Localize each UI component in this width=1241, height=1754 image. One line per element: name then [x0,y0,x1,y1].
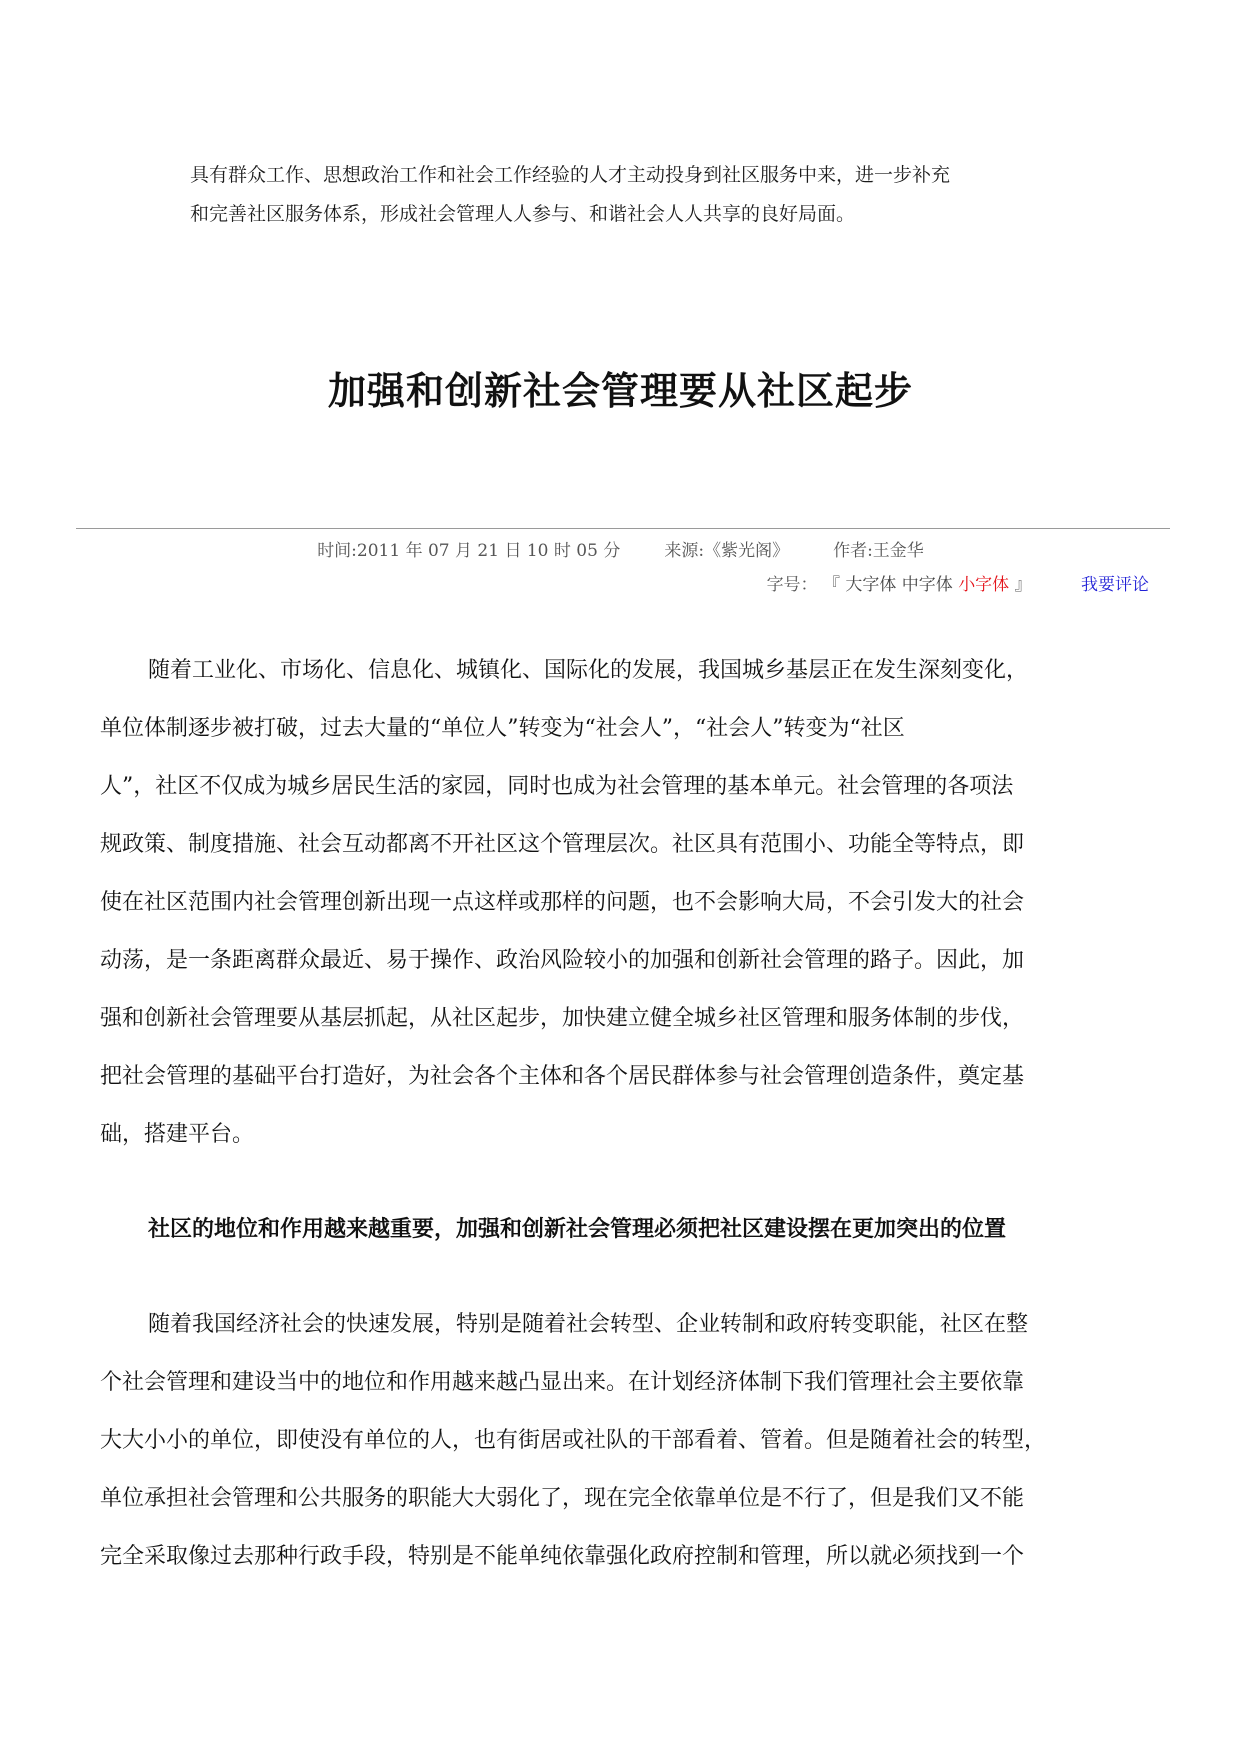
paragraph-line: 强和创新社会管理要从基层抓起，从社区起步，加快建立健全城乡社区管理和服务体制的步伐， [100,1006,1025,1031]
paragraph-line: 人”，社区不仅成为城乡居民生活的家园，同时也成为社会管理的基本单元。社会管理的各项法 [100,774,1014,799]
article-meta [0,536,1241,561]
font-size-label: 字号： [766,575,818,595]
paragraph-line: 大大小小的单位，即使没有单位的人，也有街居或社队的干部看着、管着。但是随着社会的转型， [100,1428,1047,1453]
font-size-close-bracket: 』 [1014,575,1032,595]
font-size-switcher [767,570,1149,595]
paragraph-line: 单位承担社会管理和公共服务的职能大大弱化了，现在完全依靠单位是不行了，但是我们又不能 [100,1486,1025,1511]
paragraph-line: 规政策、制度措施、社会互动都离不开社区这个管理层次。社区具有范围小、功能全等特点，即 [100,832,1025,857]
paragraph-line: 单位体制逐步被打破，过去大量的“单位人”转变为“社会人”，“社会人”转变为“社区 [100,716,905,741]
article-author: 作者:王金华 [833,541,924,561]
comment-link[interactable]: 我要评论 [1081,575,1149,595]
paragraph-line: 随着我国经济社会的快速发展，特别是随着社会转型、企业转制和政府转变职能，社区在整 [148,1312,1029,1337]
article-title: 加强和创新社会管理要从社区起步 [327,368,913,413]
paragraph-line: 把社会管理的基础平台打造好，为社会各个主体和各个居民群体参与社会管理创造条件，奠定基 [100,1064,1025,1089]
paragraph-line: 随着工业化、市场化、信息化、城镇化、国际化的发展，我国城乡基层正在发生深刻变化， [148,658,1029,683]
large-font-link[interactable]: 大字体 [845,575,897,595]
paragraph-1 [100,642,1144,1164]
medium-font-link[interactable]: 中字体 [901,575,953,595]
paragraph-line: 础，搭建平台。 [100,1122,255,1147]
publish-time: 时间:2011 年 07 月 21 日 10 时 05 分 [317,541,621,561]
small-font-link[interactable]: 小字体 [958,575,1010,595]
paragraph-line: 个社会管理和建设当中的地位和作用越来越凸显出来。在计划经济体制下我们管理社会主要依靠 [100,1370,1025,1395]
title-divider [76,528,1170,529]
intro-line: 具有群众工作、思想政治工作和社会工作经验的人才主动投身到社区服务中来，进一步补充 [190,164,951,186]
paragraph-line: 使在社区范围内社会管理创新出现一点这样或那样的问题，也不会影响大局，不会引发大的社会 [100,890,1025,915]
paragraph-line: 动荡，是一条距离群众最近、易于操作、政治风险较小的加强和创新社会管理的路子。因此，加 [100,948,1025,973]
article-source: 来源:《紫光阁》 [664,541,790,561]
font-size-open-bracket: 『 [822,575,840,595]
intro-line: 和完善社区服务体系，形成社会管理人人参与、和谐社会人人共享的良好局面。 [190,203,856,225]
intro-continuation [190,156,1080,234]
paragraph-line: 完全采取像过去那种行政手段，特别是不能单纯依靠强化政府控制和管理，所以就必须找到一个 [100,1544,1025,1569]
paragraph-2 [100,1296,1144,1586]
section-subheading: 社区的地位和作用越来越重要，加强和创新社会管理必须把社区建设摆在更加突出的位置 [148,1216,1007,1242]
